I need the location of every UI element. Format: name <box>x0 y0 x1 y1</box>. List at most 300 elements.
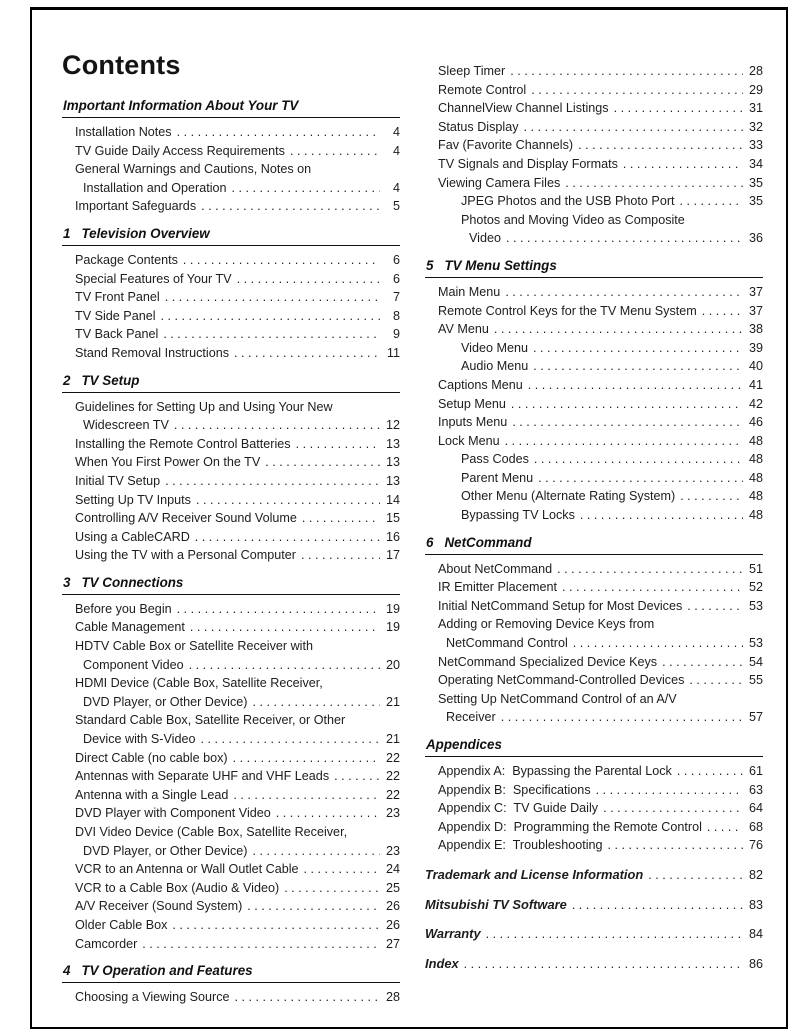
entry-text: Using the TV with a Personal Computer <box>75 548 296 563</box>
toc-entry <box>62 398 400 435</box>
toc-entry-line <box>62 749 400 768</box>
section-number: 3 <box>63 574 71 590</box>
section-heading <box>62 372 400 393</box>
page-number: 22 <box>385 787 400 802</box>
page-number: 48 <box>748 433 763 448</box>
dot-leader <box>680 487 743 506</box>
toc-entry-line <box>425 615 763 634</box>
entry-text: IR Emitter Placement <box>438 580 557 595</box>
toc-entry <box>425 99 763 118</box>
toc-entry <box>62 528 400 547</box>
section-number: 4 <box>63 963 71 979</box>
toc-entry-line <box>425 432 763 451</box>
entry-text: Setup Menu <box>438 396 506 411</box>
toc-entry-line <box>62 453 400 472</box>
page-number: 19 <box>385 601 400 616</box>
page-number: 48 <box>748 470 763 485</box>
toc-entry-line <box>62 618 400 637</box>
dot-leader <box>687 597 743 616</box>
dot-leader <box>533 339 743 358</box>
toc-entry-line <box>62 916 400 935</box>
toc-entry-line <box>425 192 763 211</box>
page-number: 9 <box>392 327 400 342</box>
toc-entry <box>62 142 400 161</box>
backmatter-entry <box>425 925 763 944</box>
toc-entry-line <box>425 283 763 302</box>
page-number: 82 <box>748 867 763 882</box>
entry-text: Antennas with Separate UHF and VHF Leads <box>75 769 330 784</box>
toc-entry <box>62 472 400 491</box>
dot-leader <box>177 600 380 619</box>
toc-entry <box>62 897 400 916</box>
section-heading <box>62 574 400 595</box>
toc-entry-line <box>425 762 763 781</box>
page-number: 84 <box>748 927 763 942</box>
page-number: 24 <box>385 862 400 877</box>
section-heading <box>62 225 400 246</box>
page-number: 55 <box>748 673 763 688</box>
dot-leader <box>163 325 380 344</box>
dot-leader <box>165 288 380 307</box>
toc-entry-line <box>70 179 400 198</box>
toc-entry-line <box>62 160 400 179</box>
toc-entry <box>62 637 400 674</box>
entry-text: Pass Codes <box>461 452 529 467</box>
toc-entry-line <box>62 786 400 805</box>
section-heading <box>425 736 763 757</box>
page-number: 29 <box>748 82 763 97</box>
section-heading-label: Important Information About Your TV <box>63 98 299 113</box>
dot-leader <box>196 491 380 510</box>
toc-entry <box>425 118 763 137</box>
page-number: 13 <box>385 473 400 488</box>
entry-text: Appendix A: Bypassing the Parental Lock <box>438 764 672 778</box>
toc-entry-line <box>62 935 400 954</box>
entry-text: Captions Menu <box>438 377 523 392</box>
entry-text: DVD Player with Component Video <box>75 806 271 821</box>
dot-leader <box>494 320 743 339</box>
toc-entry <box>425 762 763 781</box>
entry-text: Device with S-Video <box>83 732 196 747</box>
entry-text: Package Contents <box>75 252 178 267</box>
toc-entry <box>425 781 763 800</box>
toc-entry <box>62 491 400 510</box>
entry-text: Setting Up TV Inputs <box>75 492 191 507</box>
dot-leader <box>538 469 743 488</box>
page-number: 48 <box>748 489 763 504</box>
toc-entry-line <box>70 730 400 749</box>
entry-text: Inputs Menu <box>438 415 508 430</box>
toc-entry <box>425 450 763 469</box>
entry-text: Operating NetCommand-Controlled Devices <box>438 673 685 688</box>
toc-entry <box>425 283 763 302</box>
toc-entry-line <box>425 506 763 525</box>
entry-text: HDTV Cable Box or Satellite Receiver with <box>75 639 313 654</box>
page-number: 39 <box>748 340 763 355</box>
page-number: 31 <box>748 101 763 116</box>
toc-entry <box>425 818 763 837</box>
page-number: 63 <box>748 782 763 797</box>
dot-leader <box>689 671 743 690</box>
page-number: 54 <box>748 654 763 669</box>
toc-entry-line <box>62 270 400 289</box>
page-number: 32 <box>748 119 763 134</box>
toc-entry <box>62 935 400 954</box>
toc-entry <box>425 615 763 652</box>
toc-entry-line <box>62 988 400 1007</box>
dot-leader <box>165 472 380 491</box>
dot-leader <box>512 413 743 432</box>
toc-entry <box>62 251 400 270</box>
entry-text: General Warnings and Cautions, Notes on <box>75 162 312 177</box>
toc-entry <box>425 302 763 321</box>
page-number: 17 <box>385 548 400 563</box>
entry-text: JPEG Photos and the USB Photo Port <box>461 194 675 209</box>
page-number: 33 <box>748 138 763 153</box>
dot-leader <box>557 560 743 579</box>
toc-entry <box>62 307 400 326</box>
entry-text: Photos and Moving Video as Composite <box>461 212 685 227</box>
entry-text: Camcorder <box>75 936 138 951</box>
toc-entry <box>425 413 763 432</box>
toc-entry <box>425 211 763 248</box>
section-heading-label: Appendices <box>426 737 502 752</box>
toc-entry-line <box>62 307 400 326</box>
entry-text: Standard Cable Box, Satellite Receiver, or Other <box>75 713 346 728</box>
dot-leader <box>201 197 380 216</box>
entry-text: Fav (Favorite Channels) <box>438 138 574 153</box>
toc-entry-line <box>425 99 763 118</box>
entry-text: Installation and Operation <box>83 180 227 195</box>
toc-entry <box>62 270 400 289</box>
toc-entry <box>62 160 400 197</box>
toc-entry <box>62 618 400 637</box>
toc-entry <box>62 749 400 768</box>
toc-entry <box>62 674 400 711</box>
page-number: 46 <box>748 415 763 430</box>
entry-text: Sleep Timer <box>438 64 506 78</box>
entry-text: Video <box>469 231 501 246</box>
entry-text: Lock Menu <box>438 433 500 448</box>
dot-leader <box>237 270 380 289</box>
page-number: 6 <box>392 252 400 267</box>
section-number: 1 <box>63 225 71 241</box>
toc-entry-line <box>433 708 763 727</box>
toc-entry <box>62 916 400 935</box>
dot-leader <box>247 897 380 916</box>
toc-entry <box>425 136 763 155</box>
toc-entry <box>62 344 400 363</box>
toc-entry-line <box>70 416 400 435</box>
page-number: 76 <box>748 838 763 853</box>
section-heading <box>425 257 763 278</box>
toc-entry <box>62 325 400 344</box>
entry-text: A/V Receiver (Sound System) <box>75 899 243 914</box>
toc-entry-line <box>62 197 400 216</box>
toc-entry-line <box>425 62 763 81</box>
toc-entry-line <box>433 229 763 248</box>
entry-text: TV Signals and Display Formats <box>438 156 618 171</box>
page-number: 41 <box>748 377 763 392</box>
entry-text: TV Side Panel <box>75 308 156 323</box>
backmatter-entry <box>425 866 763 885</box>
page-number: 16 <box>385 529 400 544</box>
toc-entry-line <box>62 344 400 363</box>
toc-entry-line <box>62 123 400 142</box>
page-number: 48 <box>748 508 763 523</box>
toc-entry-line <box>62 637 400 656</box>
dot-leader <box>233 786 380 805</box>
dot-leader <box>233 749 380 768</box>
toc-entry <box>62 453 400 472</box>
dot-leader <box>506 229 743 248</box>
dot-leader <box>232 179 380 198</box>
entry-text: Installation Notes <box>75 125 172 139</box>
entry-text: Status Display <box>438 119 519 134</box>
dot-leader <box>614 99 743 118</box>
toc-entry-line <box>425 781 763 800</box>
dot-leader <box>190 618 380 637</box>
toc-entry-line <box>62 325 400 344</box>
entry-text: Setting Up NetCommand Control of an A/V <box>438 691 677 706</box>
page-number: 53 <box>748 636 763 651</box>
dot-leader <box>572 896 743 915</box>
backmatter-entry <box>425 955 763 974</box>
toc-entry-line <box>62 860 400 879</box>
toc-entry-line <box>425 955 763 974</box>
dot-leader <box>296 435 380 454</box>
toc-entry-line <box>433 634 763 653</box>
page-number: 23 <box>385 806 400 821</box>
toc-entry <box>425 469 763 488</box>
toc-entry-line <box>62 804 400 823</box>
toc-entry-line <box>425 925 763 944</box>
entry-text: Antenna with a Single Lead <box>75 787 229 802</box>
toc-entry <box>425 432 763 451</box>
entry-text: Cable Management <box>75 620 185 635</box>
entry-text: Appendix B: Specifications <box>438 782 591 797</box>
page-number: 21 <box>385 694 400 709</box>
toc-entry-line <box>62 546 400 565</box>
toc-entry-line <box>62 288 400 307</box>
page-content <box>32 10 786 1007</box>
toc-entry <box>62 546 400 565</box>
entry-text: Index <box>425 955 459 971</box>
toc-entry-line <box>425 395 763 414</box>
entry-text: Main Menu <box>438 284 501 299</box>
section-heading-label: TV Menu Settings <box>444 257 557 273</box>
toc-entry <box>62 711 400 748</box>
entry-text: Other Menu (Alternate Rating System) <box>461 489 676 504</box>
toc-entry <box>425 320 763 339</box>
section-number: 5 <box>426 257 434 273</box>
page-number: 11 <box>386 345 400 360</box>
toc-entry-line <box>425 339 763 358</box>
page-number: 51 <box>748 561 763 576</box>
dot-leader <box>662 653 743 672</box>
page-number: 61 <box>748 764 763 778</box>
toc-entry-line <box>62 398 400 417</box>
page-number: 6 <box>392 271 400 286</box>
toc-entry-line <box>425 155 763 174</box>
toc-entry-line <box>425 799 763 818</box>
entry-text: Adding or Removing Device Keys from <box>438 617 655 632</box>
entry-text: Appendix E: Troubleshooting <box>438 838 603 853</box>
toc-entry <box>425 192 763 211</box>
section-heading <box>425 534 763 555</box>
toc-entry-line <box>70 693 400 712</box>
toc-entry-line <box>62 491 400 510</box>
dot-leader <box>505 283 743 302</box>
page-number: 14 <box>385 492 400 507</box>
dot-leader <box>531 81 743 100</box>
toc-entry <box>62 804 400 823</box>
entry-text: When You First Power On the TV <box>75 455 261 470</box>
dot-leader <box>161 307 380 326</box>
dot-leader <box>200 730 380 749</box>
entry-text: Trademark and License Information <box>425 866 644 882</box>
page-number: 15 <box>385 511 400 526</box>
entry-text: Choosing a Viewing Source <box>75 990 230 1005</box>
page-number: 4 <box>392 125 400 139</box>
entry-text: Warranty <box>425 926 481 942</box>
page-number: 48 <box>748 452 763 467</box>
entry-text: DVD Player, or Other Device) <box>83 843 248 858</box>
dot-leader <box>603 799 743 818</box>
dot-leader <box>301 546 380 565</box>
toc-entry <box>425 799 763 818</box>
page-number: 57 <box>748 710 763 725</box>
dot-leader <box>276 804 380 823</box>
toc-entry <box>425 836 763 855</box>
toc-entry-line <box>70 656 400 675</box>
toc-entry-line <box>425 413 763 432</box>
entry-text: Video Menu <box>461 340 528 355</box>
toc-entry-line <box>425 118 763 137</box>
toc-entry <box>425 339 763 358</box>
toc-entry <box>62 786 400 805</box>
entry-text: Component Video <box>83 657 184 672</box>
page-number: 36 <box>748 231 763 246</box>
entry-text: TV Back Panel <box>75 327 159 342</box>
entry-text: Initial TV Setup <box>75 473 161 488</box>
entry-text: Older Cable Box <box>75 917 168 932</box>
toc-entry-line <box>62 897 400 916</box>
toc-entry-line <box>425 560 763 579</box>
page-number: 83 <box>748 897 763 912</box>
entry-text: Receiver <box>446 710 496 725</box>
toc-entry-line <box>425 866 763 885</box>
section-heading-label: TV Connections <box>81 574 184 590</box>
entry-text: Stand Removal Instructions <box>75 345 229 360</box>
toc-entry-line <box>62 435 400 454</box>
entry-text: Important Safeguards <box>75 199 197 214</box>
dot-leader <box>172 916 380 935</box>
toc-entry <box>425 560 763 579</box>
page-number: 86 <box>748 956 763 971</box>
page-number: 8 <box>392 308 400 323</box>
page-number: 25 <box>385 880 400 895</box>
entry-text: Remote Control <box>438 82 527 97</box>
dot-leader <box>486 925 743 944</box>
entry-text: Viewing Camera Files <box>438 175 561 190</box>
entry-text: ChannelView Channel Listings <box>438 101 609 116</box>
entry-text: Remote Control Keys for the TV Menu System <box>438 303 697 318</box>
dot-leader <box>234 344 380 363</box>
toc-entry-line <box>425 211 763 230</box>
page-number: 40 <box>748 359 763 374</box>
toc-entry-line <box>62 509 400 528</box>
page-number: 22 <box>385 769 400 784</box>
dot-leader <box>174 416 380 435</box>
page-number: 4 <box>392 143 400 158</box>
page-frame <box>30 7 788 1029</box>
toc-entry-line <box>425 450 763 469</box>
page-number: 13 <box>385 436 400 451</box>
page-number: 38 <box>748 322 763 337</box>
entry-text: Appendix D: Programming the Remote Control <box>438 819 702 834</box>
toc-entry-line <box>425 818 763 837</box>
toc-entry <box>425 653 763 672</box>
entry-text: Parent Menu <box>461 470 534 485</box>
page-number: 26 <box>385 917 400 932</box>
dot-leader <box>252 842 380 861</box>
page-number: 52 <box>748 580 763 595</box>
toc-entry-line <box>62 472 400 491</box>
page-number: 20 <box>385 657 400 672</box>
section-heading <box>62 97 400 118</box>
page-number: 37 <box>748 303 763 318</box>
dot-leader <box>707 818 743 837</box>
toc-entry-line <box>62 767 400 786</box>
entry-text: Guidelines for Setting Up and Using Your New <box>75 399 333 414</box>
entry-text: About NetCommand <box>438 561 553 576</box>
dot-leader <box>252 693 380 712</box>
entry-text: Initial NetCommand Setup for Most Devices <box>438 598 683 613</box>
page-number: 34 <box>748 156 763 171</box>
dot-leader <box>565 174 743 193</box>
page-number: 42 <box>748 396 763 411</box>
toc-entry <box>425 671 763 690</box>
toc-entry-line <box>425 302 763 321</box>
dot-leader <box>501 708 743 727</box>
dot-leader <box>189 656 380 675</box>
dot-leader <box>524 118 744 137</box>
entry-text: Bypassing TV Locks <box>461 508 575 523</box>
toc-entry-line <box>62 879 400 898</box>
toc-entry-line <box>425 597 763 616</box>
page-number: 13 <box>385 455 400 470</box>
dot-leader <box>505 432 743 451</box>
dot-leader <box>608 836 743 855</box>
entry-text: Mitsubishi TV Software <box>425 896 567 912</box>
page-number: 5 <box>392 199 400 214</box>
dot-leader <box>534 450 743 469</box>
dot-leader <box>573 634 743 653</box>
section-heading-label: TV Operation and Features <box>81 963 253 979</box>
toc-entry-line <box>62 674 400 693</box>
page-number: 68 <box>748 819 763 834</box>
toc-entry <box>62 197 400 216</box>
section-heading-label: NetCommand <box>444 534 532 550</box>
toc-right-column <box>425 50 763 1007</box>
toc-entry-line <box>425 469 763 488</box>
page-number: 37 <box>748 284 763 299</box>
toc-columns <box>62 50 786 1007</box>
dot-leader <box>533 357 743 376</box>
dot-leader <box>510 62 743 81</box>
toc-entry <box>62 288 400 307</box>
